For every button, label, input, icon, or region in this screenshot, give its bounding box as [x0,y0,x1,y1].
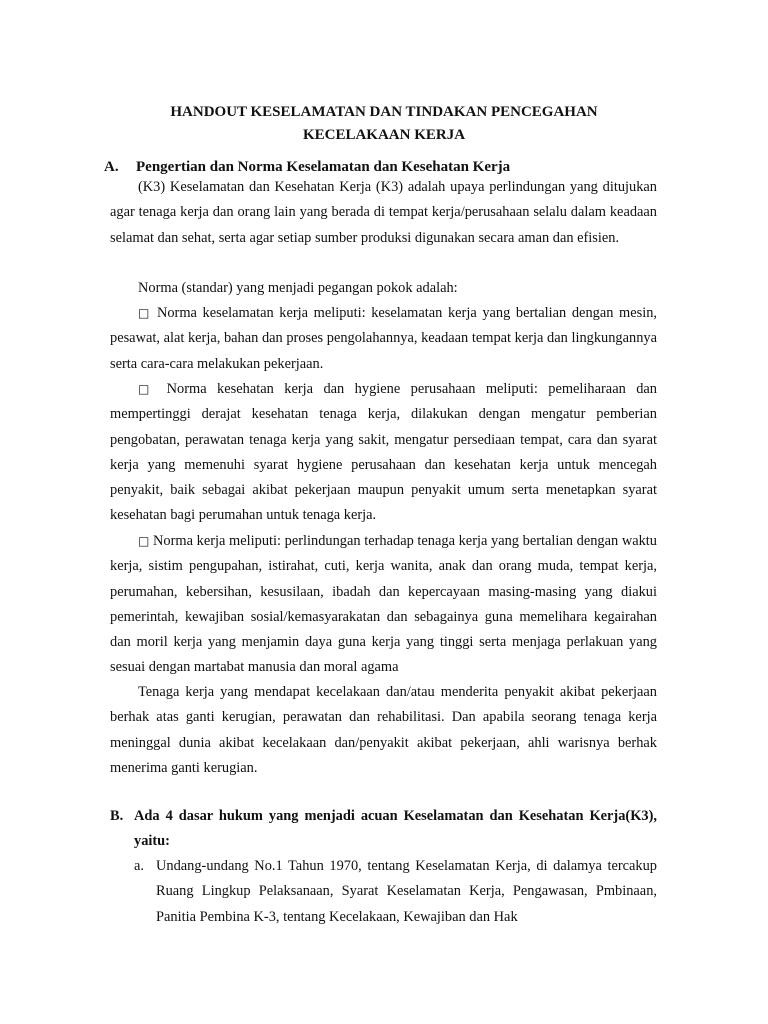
paragraph-ganti-kerugian: Tenaga kerja yang mendapat kecelakaan dan/atau menderita penyakit akibat pekerjaan berhak atas ganti kerugian, perawatan dan rehabilitasi. Dan apabila seorang tenaga kerja meninggal dunia akibat kecelakaan dan/penyakit akibat pekerjaan, ahli warisnya berhak menerima ganti kerugian. [110,684,657,776]
paragraph-k3-definition: (K3) Keselamatan dan Kesehatan Kerja (K3) adalah upaya perlindungan yang ditujukan agar tenaga kerja dan orang lain yang berada di tempat kerja/perusahaan selalu dalam keadaan selamat dan sehat, serta agar setiap sumber produksi digunakan secara aman dan efisien. [110,179,657,246]
paragraph-norma-intro: Norma (standar) yang menjadi pegangan pokok adalah: [138,280,458,296]
title-line-1: HANDOUT KESELAMATAN DAN TINDAKAN PENCEGAHAN [170,104,598,120]
section-b-heading-text: Ada 4 dasar hukum yang menjadi acuan Keselamatan dan Kesehatan Kerja(K3), yaitu: [134,808,657,850]
section-b-marker: B. [110,808,124,824]
bullet-norma-kesehatan [110,377,657,529]
section-a-heading-text: Pengertian dan Norma Keselamatan dan Kesehatan Kerja [136,159,511,175]
checkbox-bullet-icon: □ [138,534,150,548]
list-item-a-text: Undang-undang No.1 Tahun 1970, tentang Keselamatan Kerja, di dalamya tercakup Ruang Lingkup Pelaksanaan, Syarat Keselamatan Kerja, Pengawasan, Pmbinaan, Panitia Pembina K-3, tentang Kecelakaan, Kewajiban dan Hak [156,858,657,925]
checkbox-bullet-icon: □ [138,306,152,320]
bullet-text: Norma kesehatan kerja dan hygiene perusahaan meliputi: pemeliharaan dan mempertinggi derajat kesehatan tenaga kerja, dilakukan dengan mengatur pemberian pengobatan, perawatan tenaga kerja yang sakit, mengatur persediaan tempat, cara dan syarat kerja yang memenuhi syarat hygiene perusahaan dan kesehatan kerja untuk mencegah penyakit, baik sebagai akibat pekerjaan maupun penyakit umum serta menetapkan syarat kesehatan bagi perumahan untuk tenaga kerja. [110,381,657,524]
list-item-a-marker: a. [134,858,144,874]
section-a-marker: A. [104,159,119,175]
bullet-text: Norma kerja meliputi: perlindungan terhadap tenaga kerja yang bertalian dengan waktu kerja, sistim pengupahan, istirahat, cuti, kerja wanita, anak dan orang muda, tempat kerja, perumahan, kebersihan, kesusilaan, ibadah dan kepercayaan masing-masing yang diakui pemerintah, kewajiban sosial/kemasyarakatan dan sebagainya guna memelihara kegairahan dan moril kerja yang menjamin daya guna kerja yang tinggi serta menjaga perlakuan yang sesuai dengan martabat manusia dan moral agama [110,533,657,676]
document-title [0,101,768,147]
bullet-norma-keselamatan [110,301,657,377]
bullet-text: Norma keselamatan kerja meliputi: keselamatan kerja yang bertalian dengan mesin, pesawat, alat kerja, bahan dan proses pengolahannya, keadaan tempat kerja dan lingkungannya serta cara-cara melakukan pekerjaan. [110,305,657,372]
bullet-norma-kerja [110,529,657,681]
checkbox-bullet-icon: □ [138,382,157,396]
title-line-2: KECELAKAAN KERJA [302,127,466,143]
